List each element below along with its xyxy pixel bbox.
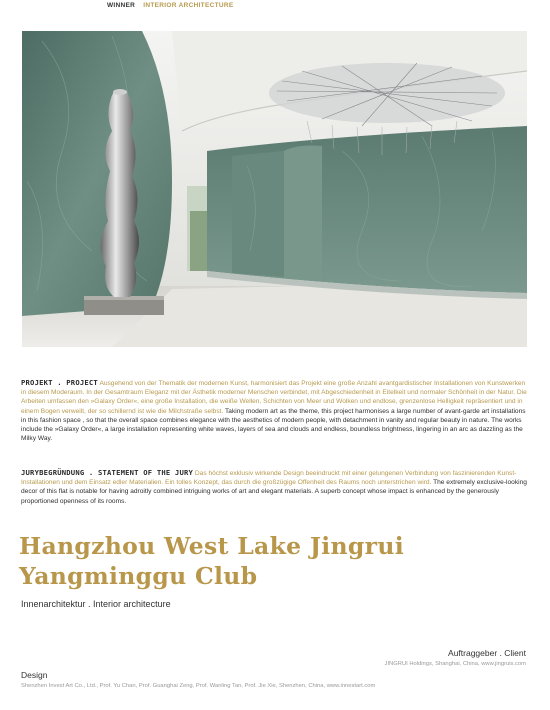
jury-heading: JURYBEGRÜNDUNG . STATEMENT OF THE JURY — [21, 468, 194, 477]
jury-text-en: The extremely exclusive-looking decor of this flat is notable for having adroitly combined intriguing works of art and elegant materials. A superb concept whose impact is enhanced by the generously proportioned openness of its rooms. — [21, 479, 527, 505]
design-label: Design — [21, 670, 48, 680]
page-header — [107, 2, 233, 9]
jury-text-de: Das höchst exklusiv wirkende Design beeindruckt mit einer gelungenen Verbindung von faszinierenden Kunst-Installationen und dem Einsatz edler Materialien. Ein tolles Konzept, das durch die großzügige Offenheit des Raums noch unterstrichen wird. — [21, 470, 517, 487]
project-title-line1: Hangzhou West Lake Jingrui — [19, 532, 404, 560]
project-text-en: Taking modern art as the theme, this project harmonises a large number of avant-garde art installations in this fashion space , so that the overall space combines elegance with the aesthetics of modern people, with detachment in vanity and regular beauty in nature. The works include the »Galaxy Order«, a large installation representing white waves, layers of sea and clouds and endless, boundless brightness, lingering in an arc as dazzling as the Milky Way. — [21, 407, 526, 443]
design-value: Shenzhen Invest Art Co., Ltd., Prof. Yu Chan, Prof. Guanghai Zeng, Prof. Wanling Tan, Prof. Jie Xie, Shenzhen, China, www.innestart.com — [21, 683, 376, 689]
client-label: Auftraggeber . Client — [448, 648, 526, 658]
project-photo — [22, 31, 527, 347]
project-subtitle: Innenarchitektur . Interior architecture — [21, 599, 171, 609]
jury-statement — [21, 468, 529, 506]
header-label: WINNER — [107, 2, 136, 9]
header-category: INTERIOR ARCHITECTURE — [143, 2, 234, 9]
project-title-line2: Yangminggu Club — [19, 562, 258, 590]
project-heading: PROJEKT . PROJECT — [21, 378, 98, 387]
project-title — [19, 531, 404, 591]
project-description — [21, 378, 529, 443]
client-value: JINGRUI Holdings, Shanghai, China, www.jingruis.com — [384, 661, 526, 667]
interior-photo-illustration — [22, 31, 527, 347]
project-text-de: Ausgehend von der Thematik der modernen Kunst, harmonisiert das Projekt eine große Anzahl avantgardistischer Installationen von Kunstwerken in diesem Moderaum. In der Gesamtraum Eleganz mit der Ästhetik moderner Menschen verbindet, mit Abgeschiedenheit in Eitelkeit und normaler Schönheit in der Natur. Die Arbeiten umfassen den »Galaxy Order«, eine große Installation, die weiße Wellen, Schichten von Meer und Wolken und endlose, grenzenlose Helligkeit repräsentiert und in einem Bogen verweilt, der so schillernd ist wie die Milchstraße selbst. — [21, 380, 527, 415]
